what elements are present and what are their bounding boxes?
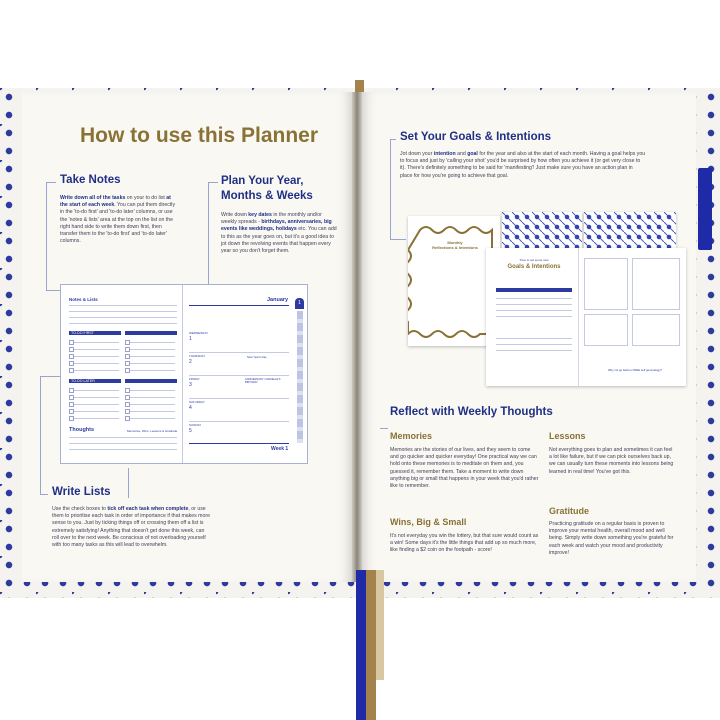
row-line (74, 404, 119, 405)
row-line (130, 363, 175, 364)
checkbox[interactable] (125, 354, 130, 359)
row-line (189, 375, 289, 376)
checkbox[interactable] (125, 368, 130, 373)
ribbon-tan (376, 570, 384, 680)
checkbox[interactable] (69, 388, 74, 393)
row-line (130, 418, 175, 419)
row-line (69, 449, 177, 450)
week-label: Week 1 (271, 446, 289, 452)
month-label: January (267, 297, 289, 303)
day-note: New Year's Day (247, 355, 267, 359)
thoughts-label: Thoughts (69, 427, 95, 433)
goals-spread-preview (486, 248, 686, 386)
day-name: WEDNESDAY (189, 331, 209, 335)
connector-line (40, 376, 41, 494)
checkbox[interactable] (125, 361, 130, 366)
row-line (130, 404, 175, 405)
day-name: SUNDAY (189, 423, 202, 427)
day-name: FRIDAY (189, 377, 200, 381)
row-line (130, 411, 175, 412)
wins-heading: Wins, Big & Small (390, 517, 467, 527)
memories-heading: Memories (390, 431, 433, 441)
connector-line (46, 182, 47, 290)
book-gutter (352, 92, 362, 582)
row-line (74, 342, 119, 343)
checkbox[interactable] (69, 409, 74, 414)
connector-line (40, 376, 62, 377)
row-line (496, 350, 572, 351)
row-line (69, 311, 177, 312)
day-number: 5 (189, 428, 192, 434)
checkbox[interactable] (69, 347, 74, 352)
day-number: 4 (189, 405, 192, 411)
lessons-text: Not everything goes to plan and sometimes it can feel a lot like failure, but if we can pick ourselves back up, we can usually turn these moments into lessons being learned in real time! You've got this. (549, 447, 674, 475)
row-line (130, 370, 175, 371)
connector-line (390, 139, 391, 239)
row-line (189, 352, 289, 353)
weekly-spread-preview (60, 284, 308, 464)
connector-line (390, 139, 396, 140)
row-line (130, 390, 175, 391)
row-line (69, 317, 177, 318)
notes-lists-label: Notes & Lists (69, 297, 98, 302)
day-note: ANNIVERSARY / DANIELLE'S BIRTHDAY (245, 378, 281, 384)
row-line (74, 363, 119, 364)
checkbox[interactable] (69, 354, 74, 359)
thoughts-sub: Memories, Wins, Lessons & Gratitude (127, 429, 178, 433)
row-line (496, 344, 572, 345)
take-notes-text: Write down all of the tasks on your to do list at the start of each week. You can put them directly in the 'to-do first' and 'to-do later' columns, or use the 'notes & lists' area at the top on the list on the right hand side to write them down first, then transfer them to the 'to-do first' and 'to-do later' columns. (60, 195, 176, 245)
checkbox[interactable] (125, 340, 130, 345)
page-title: How to use this Planner (80, 124, 319, 147)
checkbox[interactable] (69, 368, 74, 373)
memories-text: Memories are the stories of our lives, and they seem to come and go quicker and quicker everyday! One practical way we can hold onto these memories is to meditate on them and, you guessed it, remember them. Take a moment to write down anything big or small that happens in your week that you'd rather like to remember. (390, 447, 539, 490)
checkbox[interactable] (69, 416, 74, 421)
goal-box (632, 258, 680, 310)
lessons-heading: Lessons (549, 431, 586, 441)
row-line (130, 349, 175, 350)
checkbox[interactable] (69, 340, 74, 345)
wins-text: It's not everyday you win the lottery, but that sure would count as a win! Some days it's the little things that add up so much more, like finding a $2 coin on the footpath - score! (390, 533, 539, 554)
plan-year-heading: Plan Your Year, Months & Weeks (221, 175, 313, 202)
write-lists-heading: Write Lists (52, 486, 111, 498)
connector-line (128, 468, 129, 498)
row-line (74, 418, 119, 419)
row-line (130, 397, 175, 398)
connector-line (46, 290, 60, 291)
plan-year-text: Write down key dates in the monthly and/or weekly spreads - birthdays, anniversaries, big events like weddings, holidays etc. You can add to this as the year goes on, but it's a good idea to jot down the revolving events that happen every year so you don't forget them. (221, 212, 337, 255)
gratitude-heading: Gratitude (549, 506, 590, 516)
row-line (496, 304, 572, 305)
checkbox[interactable] (69, 395, 74, 400)
connector-line (46, 182, 56, 183)
elastic-band (698, 168, 712, 250)
checkbox[interactable] (125, 402, 130, 407)
spread-fold (578, 248, 579, 386)
row-line (74, 411, 119, 412)
row-line (69, 443, 177, 444)
todo-first-bar: TO-DO FIRST (69, 331, 121, 335)
row-line (74, 397, 119, 398)
goal-box (584, 314, 628, 346)
write-lists-text: Use the check boxes to tick off each task when complete, or use them to prioritise each task in order of importance if that makes more sense to you. Just by ticking things off or crossing them off a list is extremely satisfying! Anything that doesn't get done this week, can roll over to the next week. Be conscious of not overloading yourself with too many tasks as this will lead to overwhelm. (52, 506, 210, 549)
goals-text: Jot down your intention and goal for the year and also at the start of each month. Having a goal helps you to focus and just by 'calling your shot' you'd be surprised by how often you achieve it (or get very close to it). There's definitely something to be said for 'manifesting'! Just make sure you have an action plan in place for how you're going to achieve that goal. (400, 151, 646, 179)
month-tab[interactable]: 1 (295, 298, 304, 309)
checkbox[interactable] (125, 395, 130, 400)
todo-later-bar: TO-DO LATER (69, 379, 121, 383)
reflect-heading: Reflect with Weekly Thoughts (390, 406, 553, 418)
row-line (74, 356, 119, 357)
goal-box (632, 314, 680, 346)
checkbox[interactable] (125, 347, 130, 352)
row-line (74, 349, 119, 350)
row-line (130, 356, 175, 357)
checkbox[interactable] (125, 416, 130, 421)
connector-line (40, 494, 48, 495)
goals-heading: Set Your Goals & Intentions (400, 131, 552, 143)
spread-fold (182, 285, 183, 463)
row-line (189, 398, 289, 399)
goal-box (584, 258, 628, 310)
checkbox[interactable] (69, 361, 74, 366)
month-index-tabs[interactable] (297, 311, 303, 443)
row-line (189, 443, 289, 444)
checkbox[interactable] (125, 409, 130, 414)
day-number: 2 (189, 359, 192, 365)
row-line (189, 305, 289, 306)
row-line (496, 316, 572, 317)
day-name: SATURDAY (189, 400, 205, 404)
ribbon-gold (366, 570, 376, 720)
connector-line (390, 239, 406, 240)
checkbox[interactable] (125, 388, 130, 393)
row-line (496, 338, 572, 339)
row-line (74, 370, 119, 371)
row-line (496, 298, 572, 299)
goals-time: Time to set some new (519, 258, 549, 262)
goals-bar (496, 288, 572, 292)
footer-note: Why not go back to FREE self gemmalogy? (607, 368, 663, 372)
take-notes-heading: Take Notes (60, 174, 121, 186)
row-line (69, 323, 177, 324)
connector-line (380, 428, 388, 429)
ribbon-blue (356, 570, 366, 720)
todo-later-bar-2 (125, 379, 177, 383)
monthly-title: Monthly Reflections & Intentions (432, 240, 478, 250)
row-line (69, 437, 177, 438)
row-line (74, 390, 119, 391)
day-number: 1 (189, 336, 192, 342)
goals-title: Goals & Intentions (507, 264, 561, 270)
gratitude-text: Practicing gratitude on a regular basis is proven to improve your mental health, overall mood and well being. Simply write down something you're grateful for each week and watch your mood and productivity improve! (549, 521, 674, 556)
row-line (69, 305, 177, 306)
row-line (496, 310, 572, 311)
connector-line (208, 182, 218, 183)
day-name: THURSDAY (189, 354, 206, 358)
todo-first-bar-2 (125, 331, 177, 335)
row-line (189, 421, 289, 422)
day-number: 3 (189, 382, 192, 388)
connector-line (208, 182, 209, 292)
row-line (130, 342, 175, 343)
checkbox[interactable] (69, 402, 74, 407)
